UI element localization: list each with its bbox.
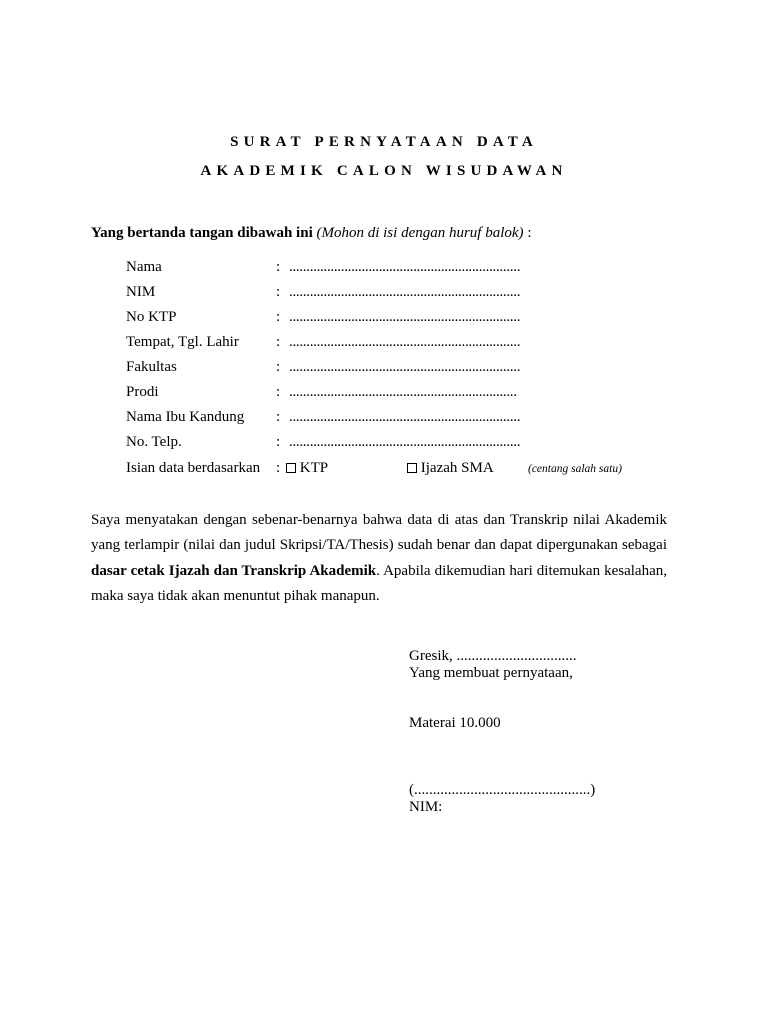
option-ktp[interactable] — [286, 460, 328, 477]
field-blank[interactable]: ................................................................... — [289, 434, 521, 450]
field-blank[interactable]: ................................................................... — [289, 359, 521, 375]
field-blank[interactable]: ................................................................... — [289, 284, 521, 300]
field-colon: : — [276, 409, 281, 425]
option-ktp-label: KTP — [299, 460, 329, 476]
field-colon: : — [276, 259, 281, 275]
choose-one-note: (centang salah satu) — [528, 463, 622, 475]
ktp-checkbox[interactable] — [286, 463, 296, 473]
field-label: Tempat, Tgl. Lahir — [126, 334, 239, 350]
maker-label: Yang membuat pernyataan, — [409, 665, 573, 681]
option-ijazah-sma-label: Ijazah SMA — [420, 460, 494, 476]
field-colon: : — [276, 309, 281, 325]
field-colon: : — [276, 284, 281, 300]
field-blank[interactable]: ................................................................... — [289, 409, 521, 425]
stamp-label: Materai 10.000 — [409, 715, 501, 731]
field-colon: : — [276, 334, 281, 350]
document-title-line2: AKADEMIK CALON WISUDAWAN — [200, 163, 568, 179]
field-blank[interactable]: .................................................................. — [289, 384, 517, 400]
field-label: No. Telp. — [126, 434, 182, 450]
signer-nim-label[interactable]: NIM: — [409, 799, 443, 815]
intro-bold-text: Yang bertanda tangan dibawah ini — [91, 225, 313, 241]
field-blank[interactable]: ................................................................... — [289, 334, 521, 350]
field-label: Nama — [126, 259, 162, 275]
field-colon: : — [276, 434, 281, 450]
signer-name-blank[interactable]: (...............................................) — [409, 782, 596, 798]
intro-italic-note: (Mohon di isi dengan huruf balok) — [316, 225, 524, 241]
option-ijazah-sma[interactable] — [407, 460, 494, 477]
document-title-line1: SURAT PERNYATAAN DATA — [230, 134, 538, 150]
statement-paragraph — [91, 508, 667, 609]
data-basis-colon: : — [276, 460, 281, 476]
field-label: NIM — [126, 284, 156, 300]
statement-bold-text: dasar cetak Ijazah dan Transkrip Akademik — [91, 562, 377, 579]
field-label: Fakultas — [126, 359, 177, 375]
field-label: Prodi — [126, 384, 159, 400]
statement-text-2: . Apabila dikemudian hari ditemukan kesalahan, maka saya tidak akan menuntut pihak manapun. — [91, 562, 667, 604]
statement-text-1: Saya menyatakan dengan sebenar-benarnya bahwa data di atas dan Transkrip nilai Akademik yang terlampir (nilai dan judul Skripsi/TA/Thesis) sudah benar dan dapat dipergunakan sebagai — [91, 512, 667, 554]
intro-line — [91, 225, 531, 242]
field-blank[interactable]: ................................................................... — [289, 259, 521, 275]
place-date-line[interactable]: Gresik, ................................ — [409, 648, 577, 664]
intro-colon: : — [523, 225, 532, 241]
ijazah-sma-checkbox[interactable] — [407, 463, 417, 473]
field-colon: : — [276, 359, 281, 375]
field-blank[interactable]: ................................................................... — [289, 309, 521, 325]
data-basis-label: Isian data berdasarkan — [126, 460, 261, 476]
field-label: Nama Ibu Kandung — [126, 409, 245, 425]
field-colon: : — [276, 384, 281, 400]
field-label: No KTP — [126, 309, 177, 325]
